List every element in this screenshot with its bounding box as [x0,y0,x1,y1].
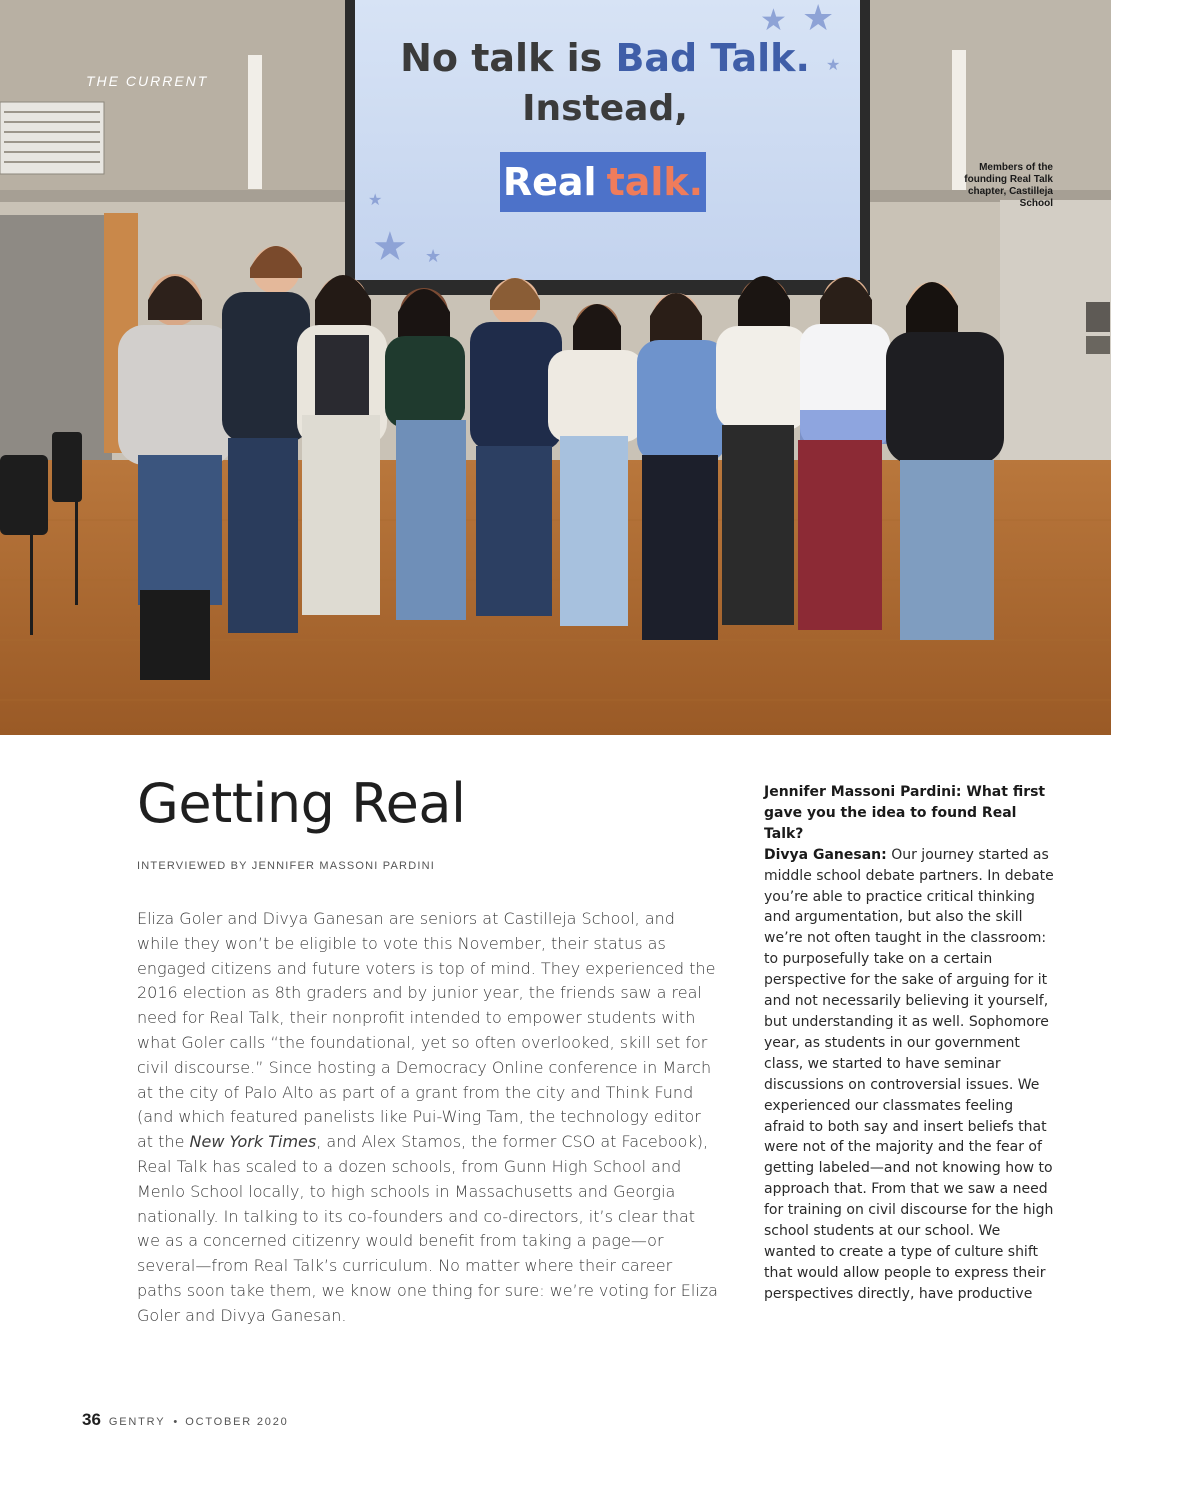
star-decoration-icon: ★ [760,4,787,37]
svg-text:★: ★ [372,225,408,269]
page-number: 36 [82,1410,101,1429]
screen-line1-a: No talk is [400,36,616,80]
svg-text:★: ★ [368,192,383,209]
section-label: THE CURRENT [86,73,209,89]
interview-answer: Our journey started as middle school debate partners. In debate you’re able to practice critical thinking and argumentation, but also the skill we’re not often taught in the classroom: to purposefully take on a certain perspective for the sake of arguing for it and not necessarily believing it yourself, but understanding it as well. Sophomore year, as students in our government class, we started to have seminar discussions on controversial issues. We experienced our classmates feeling afraid to both say and insert beliefs that were not of the majority and the fear of getting labeled—and not knowing how to approach that. From that we saw a need for training on civil discourse for the high school students at our school. We wanted to create a type of culture shift that would allow people to express their perspectives directly, have productive [764,846,1054,1302]
qa-column [764,782,1056,1305]
footer-separator: • [173,1416,178,1428]
intro-paragraph [137,907,719,1329]
magazine-name: GENTRY [108,1416,166,1428]
byline: INTERVIEWED BY JENNIFER MASSONI PARDINI [137,860,436,872]
svg-text:★: ★ [425,246,442,266]
photo-caption: Members of the founding Real Talk chapter, Castilleja School [964,162,1053,209]
svg-text:★: ★ [802,0,835,38]
answer-speaker: Divya Ganesan: [764,846,887,863]
intro-text-1: Eliza Goler and Divya Ganesan are seniors at Castilleja School, and while they won’t be eligible to vote this November, their status as engaged citizens and future voters is top of mind. They experienced the 2016 election as 8th graders and by junior year, the friends saw a real need for Real Talk, their nonprofit intended to empower students with what Goler calls “the foundational, yet so often overlooked, skill set for civil discourse.” Since hosting a Democracy Online conference in March at the city of Palo Alto as part of a grant from the city and Think Fund (and which featured panelists like Pui-Wing Tam, the technology editor at the [137,909,716,1152]
publication-name: New York Times [189,1132,317,1152]
intro-text-2: , and Alex Stamos, the former CSO at Facebook), Real Talk has scaled to a dozen schools, from Gunn High School and Menlo School locally, to high schools in Massachusetts and Georgia nationally. In talking to its co-founders and co-directors, it’s clear that we as a concerned citizenry would benefit from taking a page—or several—from Real Talk’s curriculum. No matter where their career paths soon take them, we know one thing for sure: we’re voting for Eliza Goler and Divya Ganesan. [137,1132,718,1325]
svg-text:★: ★ [826,57,841,74]
issue-date: OCTOBER 2020 [185,1416,289,1428]
screen-line2: Instead, [522,88,688,129]
real-talk-logo [500,152,706,212]
screen-headline [400,36,810,80]
hero-photo [0,0,1111,735]
interview-question: Jennifer Massoni Pardini: What first gave you the idea to found Real Talk? [764,784,1046,842]
article-title: Getting Real [137,772,466,835]
screen-line1-b: Bad Talk. [615,36,810,80]
logo-word-real: Real [502,160,597,204]
logo-word-talk: talk. [606,160,704,204]
page-footer [82,1410,289,1430]
